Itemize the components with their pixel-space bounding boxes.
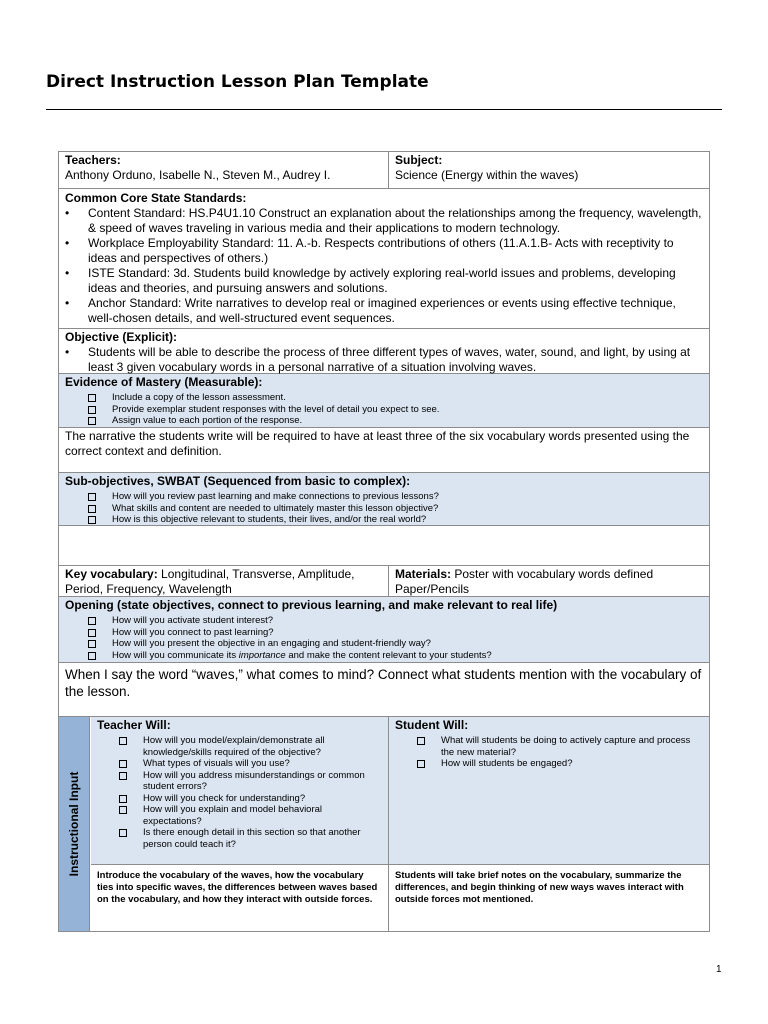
teacher-will-label: Teacher Will: xyxy=(97,718,171,732)
objective-row xyxy=(59,329,709,374)
standard-item: • Anchor Standard: Write narratives to develop real or imagined experiences or events using effective technique, well-chosen details, and well-structured event sequences. xyxy=(88,296,703,326)
teacher-will-response: Introduce the vocabulary of the waves, how the vocabulary ties into specific waves, the differences between waves based on the vocabulary, and how they interact with outside forces. xyxy=(97,870,378,905)
objective-label: Objective (Explicit): xyxy=(65,330,178,344)
checkbox-prompt: How will you review past learning and make connections to previous lessons? xyxy=(112,491,709,503)
objective-list xyxy=(59,345,709,375)
vocabulary-value: Longitudinal, Transverse, Amplitude, Period, Frequency, Wavelength xyxy=(65,567,355,596)
subobjectives-response-row xyxy=(59,526,709,566)
checkbox-prompt: How will you present the objective in an engaging and student-friendly way? xyxy=(112,638,709,650)
vocabulary-materials-row xyxy=(59,566,709,597)
evidence-response-row xyxy=(59,428,709,473)
subobjectives-label: Sub-objectives, SWBAT (Sequenced from basic to complex): xyxy=(65,474,411,488)
opening-prompts xyxy=(59,615,709,661)
checkbox-prompt: How will you activate student interest? xyxy=(112,615,709,627)
importance-emphasis: importance xyxy=(238,649,286,661)
teachers-label: Teachers: xyxy=(65,153,121,167)
title-underline xyxy=(46,109,722,110)
student-will-prompts xyxy=(389,735,709,770)
evidence-label: Evidence of Mastery (Measurable): xyxy=(65,375,263,389)
instructional-input-side-label: Instructional Input xyxy=(59,717,90,931)
standard-item: • Content Standard: HS.P4U1.10 Construct an explanation about the relationships among the frequency, wavelength, & speed of waves traveling in various media and their applications to modern technology. xyxy=(88,206,703,236)
materials-label: Materials: xyxy=(395,567,452,581)
checkbox-prompt: Is there enough detail in this section so that another person could teach it? xyxy=(143,827,378,850)
objective-item: • Students will be able to describe the process of three different types of waves, water, sound, and light, by using at least 3 given vocabulary words in a personal narrative of a situation involving waves. xyxy=(88,345,703,375)
teacher-will-prompts xyxy=(91,735,388,850)
opening-header-row xyxy=(59,597,709,663)
checkbox-prompt: What types of visuals will you use? xyxy=(143,758,378,770)
teachers-subject-row xyxy=(59,152,709,189)
checkbox-prompt: What skills and content are needed to ultimately master this lesson objective? xyxy=(112,503,709,515)
document-title: Direct Instruction Lesson Plan Template xyxy=(46,72,429,92)
subject-value: Science (Energy within the waves) xyxy=(395,168,579,182)
teacher-will-response-cell xyxy=(91,865,389,931)
student-will-label: Student Will: xyxy=(395,718,469,732)
opening-response: When I say the word “waves,” what comes to mind? Connect what students mention with the vocabulary of the lesson. xyxy=(65,667,702,699)
evidence-response: The narrative the students write will be required to have at least three of the six vocabulary words presented using the correct context and definition. xyxy=(65,429,690,458)
checkbox-prompt: Provide exemplar student responses with the level of detail you expect to see. xyxy=(112,404,709,416)
subject-label: Subject: xyxy=(395,153,443,167)
subject-cell xyxy=(389,152,709,188)
vocabulary-cell xyxy=(59,566,389,596)
instructional-input-row xyxy=(59,717,709,931)
standards-row xyxy=(59,189,709,329)
subobjectives-prompts xyxy=(59,491,709,526)
materials-value: Poster with vocabulary words defined Paper/Pencils xyxy=(395,567,654,596)
checkbox-prompt: Assign value to each portion of the response. xyxy=(112,415,709,427)
teachers-cell xyxy=(59,152,389,188)
opening-label: Opening (state objectives, connect to previous learning, and make relevant to real life) xyxy=(65,598,558,612)
checkbox-prompt: How will you address misunderstandings or common student errors? xyxy=(143,770,378,793)
teacher-will-prompts-cell xyxy=(91,717,389,865)
checkbox-prompt: How will students be engaged? xyxy=(441,758,699,770)
checkbox-prompt: How will you check for understanding? xyxy=(143,793,378,805)
vocabulary-label: Key vocabulary: xyxy=(65,567,158,581)
standard-item: • ISTE Standard: 3d. Students build knowledge by actively exploring real-world issues and problems, developing ideas and theories, and pursuing answers and solutions. xyxy=(88,266,703,296)
standards-label: Common Core State Standards: xyxy=(65,191,247,205)
materials-cell xyxy=(389,566,709,596)
student-will-prompts-cell xyxy=(389,717,709,865)
teachers-value: Anthony Orduno, Isabelle N., Steven M., Audrey I. xyxy=(65,168,331,182)
standards-list xyxy=(59,206,709,326)
evidence-prompts xyxy=(59,392,709,427)
checkbox-prompt: How is this objective relevant to students, their lives, and/or the real world? xyxy=(112,514,709,526)
checkbox-prompt: Include a copy of the lesson assessment. xyxy=(112,392,709,404)
checkbox-prompt: How will you explain and model behavioral expectations? xyxy=(143,804,378,827)
standard-item: • Workplace Employability Standard: 11. A.-b. Respects contributions of others (11.A.1.B- Acts with receptivity to ideas and perspectives of others.) xyxy=(88,236,703,266)
checkbox-prompt: What will students be doing to actively capture and process the new material? xyxy=(441,735,699,758)
evidence-header-row xyxy=(59,374,709,428)
page-number: 1 xyxy=(716,964,722,975)
checkbox-prompt: How will you communicate its importance and make the content relevant to your students? xyxy=(112,650,709,662)
subobjectives-header-row xyxy=(59,473,709,526)
opening-response-row xyxy=(59,663,709,717)
checkbox-prompt: How will you model/explain/demonstrate all knowledge/skills required of the objective? xyxy=(143,735,378,758)
lesson-plan-table xyxy=(58,151,710,932)
student-will-response: Students will take brief notes on the vocabulary, summarize the differences, and begin thinking of new ways waves interact with outside forces mot mentioned. xyxy=(395,870,684,905)
student-will-response-cell xyxy=(389,865,709,931)
checkbox-prompt: How will you connect to past learning? xyxy=(112,627,709,639)
